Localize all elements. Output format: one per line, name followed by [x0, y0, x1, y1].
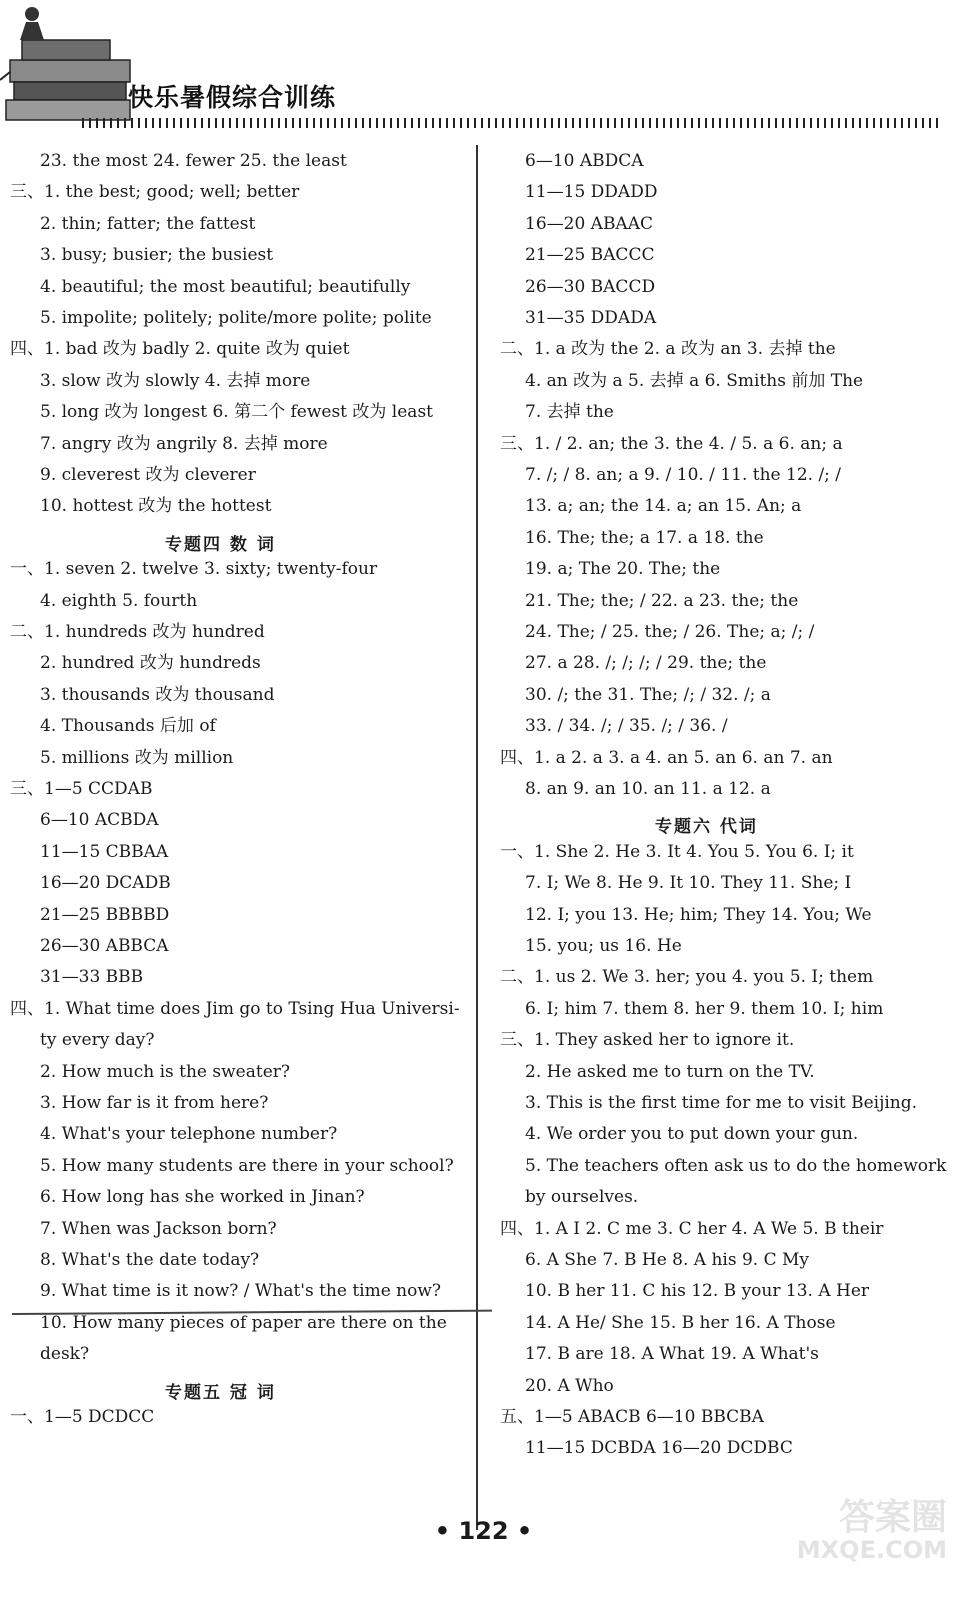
answer-line: 5. The teachers often ask us to do the homework: [525, 1155, 947, 1176]
answer-line: 7. angry 改为 angrily 8. 去掉 more: [40, 433, 328, 454]
answer-line: 5. long 改为 longest 6. 第二个 fewest 改为 least: [40, 402, 434, 423]
watermark: [796, 1497, 947, 1564]
section-heading: 专题六 代词: [655, 817, 758, 838]
answer-line: 4. Thousands 后加 of: [40, 716, 216, 737]
answer-line: 7. I; We 8. He 9. It 10. They 11. She; I: [525, 873, 852, 894]
answer-line: 13. a; an; the 14. a; an 15. An; a: [525, 496, 802, 517]
answer-line: 21. The; the; / 22. a 23. the; the: [525, 590, 799, 611]
answer-line: 6—10 ABDCA: [525, 151, 644, 171]
answer-line: 21—25 BBBBD: [40, 904, 170, 925]
answer-line: 21—25 BACCC: [525, 245, 655, 266]
answer-line: 三、1. the best; good; well; better: [10, 182, 300, 203]
answer-line: 3. How far is it from here?: [40, 1093, 269, 1113]
answer-line: 6—10 ACBDA: [40, 810, 159, 831]
answer-line: ty every day?: [40, 1030, 155, 1051]
watermark-line-2: MXQE.COM: [796, 1536, 947, 1564]
answer-line: 10. B her 11. C his 12. B your 13. A Her: [525, 1281, 870, 1302]
answer-line: 10. hottest 改为 the hottest: [40, 496, 272, 517]
answer-line: 11—15 DCBDA 16—20 DCDBC: [525, 1438, 793, 1459]
answer-line: 14. A He/ She 15. B her 16. A Those: [525, 1312, 836, 1333]
answer-line: 16. The; the; a 17. a 18. the: [525, 527, 764, 548]
answer-line: 6. A She 7. B He 8. A his 9. C My: [525, 1250, 810, 1270]
answer-line: 26—30 BACCD: [525, 276, 656, 297]
answer-line: 19. a; The 20. The; the: [525, 559, 721, 580]
answer-line: 6. How long has she worked in Jinan?: [40, 1187, 365, 1208]
answer-line: desk?: [40, 1344, 90, 1365]
answer-line: 一、1—5 DCDCC: [10, 1407, 155, 1427]
answer-line: 30. /; the 31. The; /; / 32. /; a: [525, 684, 771, 705]
answer-line: 二、1. hundreds 改为 hundred: [10, 622, 265, 642]
answer-line: 24. The; / 25. the; / 26. The; a; /; /: [525, 622, 815, 642]
answer-line: 11—15 CBBAA: [40, 841, 169, 862]
answer-line: 三、1—5 CCDAB: [10, 779, 153, 799]
answer-line: 9. cleverest 改为 cleverer: [40, 465, 256, 485]
answer-line: 四、1. What time does Jim go to Tsing Hua Universi-: [10, 998, 460, 1019]
answer-line: by ourselves.: [525, 1187, 639, 1208]
answer-line: 7. /; / 8. an; a 9. / 10. / 11. the 12. /; /: [525, 465, 842, 485]
answer-line: 9. What time is it now? / What's the time now?: [40, 1281, 442, 1302]
page-number: • 122 •: [434, 1517, 533, 1545]
answer-line: 31—35 DDADA: [525, 308, 657, 328]
answer-line: 4. We order you to put down your gun.: [525, 1124, 859, 1145]
answer-line: 16—20 DCADB: [40, 873, 171, 894]
answer-line: 4. eighth 5. fourth: [40, 590, 198, 611]
answer-line: 8. an 9. an 10. an 11. a 12. a: [525, 779, 771, 799]
header-rule: [82, 118, 942, 128]
answer-line: 五、1—5 ABACB 6—10 BBCBA: [500, 1407, 764, 1427]
answer-line: 3. This is the first time for me to visit Beijing.: [525, 1093, 918, 1113]
section-heading: 专题四 数 词: [165, 534, 276, 555]
answer-line: 23. the most 24. fewer 25. the least: [40, 151, 347, 171]
answer-line: 20. A Who: [525, 1375, 614, 1396]
answer-line: 3. slow 改为 slowly 4. 去掉 more: [40, 370, 311, 391]
answer-line: 3. busy; busier; the busiest: [40, 245, 274, 266]
answer-line: 5. How many students are there in your school?: [40, 1155, 454, 1176]
answer-line: 12. I; you 13. He; him; They 14. You; We: [525, 904, 872, 925]
answer-line: 三、1. / 2. an; the 3. the 4. / 5. a 6. an; a: [500, 433, 843, 454]
answer-line: 一、1. seven 2. twelve 3. sixty; twenty-four: [10, 559, 378, 580]
answer-line: 2. He asked me to turn on the TV.: [525, 1061, 815, 1082]
answer-line: 6. I; him 7. them 8. her 9. them 10. I; him: [525, 998, 884, 1019]
answer-line: 3. thousands 改为 thousand: [40, 684, 275, 705]
answer-line: 2. thin; fatter; the fattest: [40, 213, 256, 234]
answer-line: 4. an 改为 a 5. 去掉 a 6. Smiths 前加 The: [525, 370, 864, 391]
answer-line: 2. How much is the sweater?: [40, 1061, 290, 1082]
answer-line: 四、1. A I 2. C me 3. C her 4. A We 5. B their: [500, 1218, 884, 1239]
header-title: 快乐暑假综合训练: [128, 83, 337, 112]
answer-line: 27. a 28. /; /; /; / 29. the; the: [525, 653, 767, 674]
column-divider: [476, 145, 478, 1530]
answer-line: 四、1. bad 改为 badly 2. quite 改为 quiet: [10, 339, 350, 360]
answer-line: 8. What's the date today?: [40, 1250, 260, 1270]
answer-line: 7. When was Jackson born?: [40, 1218, 277, 1239]
answer-line: 二、1. us 2. We 3. her; you 4. you 5. I; them: [500, 967, 874, 988]
answer-line: 三、1. They asked her to ignore it.: [500, 1030, 795, 1051]
page-header: [0, 0, 967, 140]
answer-line: 10. How many pieces of paper are there on the: [40, 1312, 447, 1333]
answer-line: 33. / 34. /; / 35. /; / 36. /: [525, 716, 728, 737]
answer-line: 26—30 ABBCA: [40, 936, 169, 956]
answer-line: 4. beautiful; the most beautiful; beautifully: [40, 276, 411, 297]
answer-line: 四、1. a 2. a 3. a 4. an 5. an 6. an 7. an: [500, 747, 833, 768]
answer-line: 2. hundred 改为 hundreds: [40, 653, 261, 674]
answer-line: 5. millions 改为 million: [40, 747, 234, 768]
stacked-books-illustration: [0, 0, 140, 130]
answer-line: 4. What's your telephone number?: [40, 1124, 338, 1145]
answer-line: 11—15 DDADD: [525, 182, 658, 203]
answer-line: 17. B are 18. A What 19. A What's: [525, 1344, 819, 1365]
answer-line: 二、1. a 改为 the 2. a 改为 an 3. 去掉 the: [500, 339, 836, 360]
answer-line: 7. 去掉 the: [525, 402, 614, 423]
answer-line: 15. you; us 16. He: [525, 936, 682, 956]
answer-line: 5. impolite; politely; polite/more polite; polite: [40, 308, 432, 328]
watermark-line-1: 答案圈: [838, 1497, 947, 1538]
answer-line: 16—20 ABAAC: [525, 213, 653, 234]
answer-line: 一、1. She 2. He 3. It 4. You 5. You 6. I; it: [500, 841, 854, 862]
answer-line: 31—33 BBB: [40, 967, 144, 988]
section-heading: 专题五 冠 词: [165, 1382, 276, 1403]
